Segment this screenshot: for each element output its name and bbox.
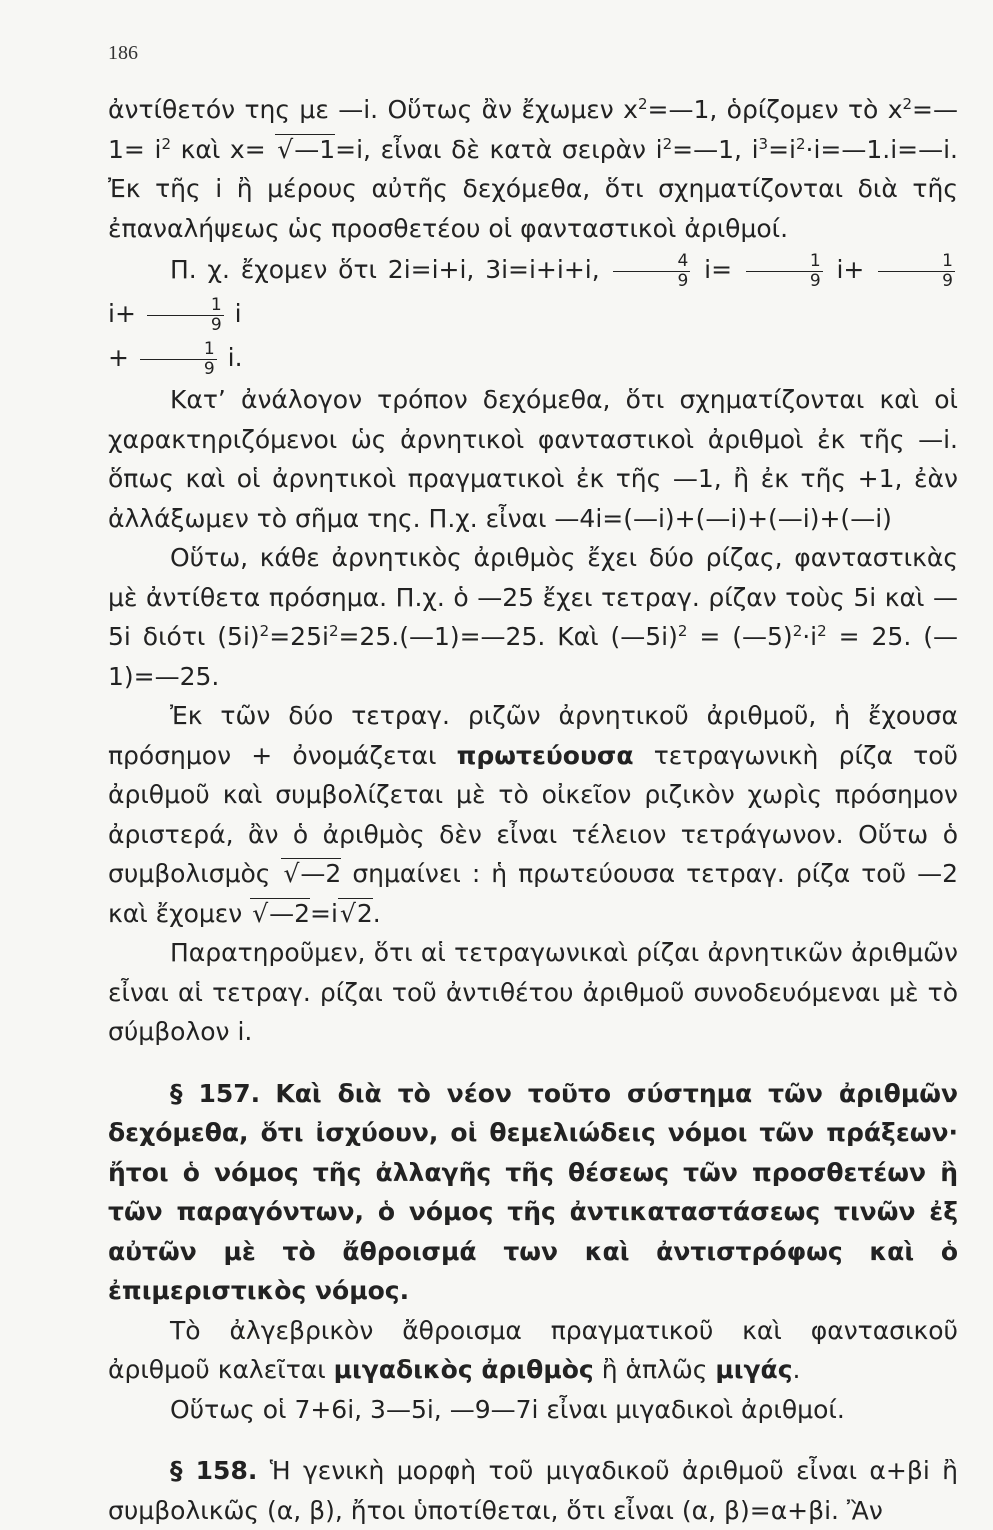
sqrt-symbol	[250, 898, 310, 928]
superscript: 2	[637, 95, 648, 113]
superscript: 2	[259, 622, 270, 640]
text-run: i+	[825, 255, 865, 284]
denominator: 9	[942, 270, 953, 291]
paragraph-example-fractions	[108, 248, 958, 380]
text-run: .	[792, 1355, 801, 1384]
section-text: Ἡ γενικὴ μορφὴ τοῦ μιγαδικοῦ ἀριθμοῦ εἶναι α+βi ἢ συμβολικῶς (α, β), ἤτοι ὑποτίθεται, ὅτι εἶναι (α, β)=α+βi. Ἂν	[108, 1456, 958, 1525]
sqrt-symbol	[281, 858, 341, 888]
text-run: ἢ ἁπλῶς	[593, 1355, 716, 1384]
text-run: =i, εἶναι δὲ κατὰ σειρὰν i	[335, 134, 663, 164]
text-run: i	[226, 299, 242, 328]
text-run: =—1, i	[672, 134, 759, 164]
radicand: √ —2	[281, 858, 341, 888]
superscript: 2	[817, 622, 827, 640]
denominator: 9	[809, 270, 821, 291]
text-run: καὶ x=	[170, 134, 276, 164]
text-run: ἀντίθετόν της με —i. Οὕτως ἂν ἔχωμεν x	[108, 95, 638, 124]
text-run: Τὸ ἀλγεβρικὸν ἄθροισμα πραγματικοῦ καὶ φαντασικοῦ ἀριθμοῦ καλεῖται	[108, 1315, 958, 1384]
section-number: § 157.	[170, 1078, 261, 1108]
numerator: 4	[613, 252, 690, 272]
section-158	[108, 1451, 958, 1530]
superscript: 2	[792, 622, 803, 640]
denominator: 9	[203, 358, 215, 379]
radicand: √ 2	[338, 898, 373, 928]
text-run: =—1= i	[108, 95, 958, 164]
paragraph-imaginary-unit	[108, 90, 958, 248]
fraction	[147, 296, 224, 335]
text-run: +	[108, 343, 129, 372]
superscript: 3	[758, 134, 769, 153]
text-run: =i	[768, 134, 796, 164]
text-run: =i	[310, 898, 338, 928]
paragraph-principal-root	[108, 696, 958, 933]
text-run: ·i	[802, 622, 818, 651]
text-run: =—1, ὁρίζομεν τὸ x	[647, 95, 903, 124]
text-run: Ἐκ τῶν δύο τετραγ. ριζῶν ἀρνητικοῦ ἀριθμοῦ, ἡ ἔχουσα πρόσημον + ὀνομάζεται	[108, 701, 958, 770]
text-run: i=	[693, 255, 733, 284]
text-run: = (—5)	[687, 622, 793, 651]
superscript: 2	[161, 134, 171, 153]
page-body	[108, 90, 958, 1530]
denominator: 9	[677, 270, 689, 291]
text-run: ·i=—1.i=—i. Ἐκ τῆς i ἢ μέρους αὐτῆς δεχόμεθα, ὅτι σχηματίζονται διὰ τῆς ἐπαναλήψεως ὡς προσθετέου οἱ φανταστικοὶ ἀριθμοί.	[108, 134, 958, 243]
paragraph-complex-definition	[108, 1311, 958, 1390]
radicand: √ —2	[250, 898, 310, 928]
fraction	[878, 252, 955, 291]
superscript: 2	[902, 95, 913, 113]
section-text: Καὶ διὰ τὸ νέον τοῦτο σύστημα τῶν ἀριθμῶν δεχόμεθα, ὅτι ἰσχύουν, οἱ θεμελιώδεις νόμοι τῶν πράξεων· ἤτοι ὁ νόμος τῆς ἀλλαγῆς τῆς θέσεως τῶν προσθετέων ἢ τῶν παραγόντων, ὁ νόμος τῆς ἀντικαταστάσεως τινῶν ἐξ αὐτῶν μὲ τὸ ἄθροισμά των καὶ ἀντιστρόφως καὶ ὁ ἐπιμεριστικὸς νόμος.	[108, 1078, 958, 1305]
term-principal: πρωτεύουσα	[456, 740, 634, 770]
denominator: 9	[210, 314, 222, 335]
text-run: Π. χ. ἔχομεν ὅτι 2i=i+i, 3i=i+i+i,	[170, 255, 600, 284]
text-run: .	[372, 898, 381, 928]
section-number: § 158.	[170, 1456, 258, 1485]
page-number: 186	[108, 42, 138, 64]
paragraph-complex-examples: Οὕτως οἱ 7+6i, 3—5i, —9—7i εἶναι μιγαδικοὶ ἀριθμοί.	[170, 1394, 845, 1424]
superscript: 2	[328, 622, 339, 640]
text-run: i.	[219, 343, 243, 372]
fraction	[140, 340, 217, 379]
text-run: τετραγωνικὴ ρίζα τοῦ ἀριθμοῦ καὶ συμβολίζεται μὲ τὸ οἰκεῖον ριζικὸν χωρὶς πρόσημον ἀριστερά, ἂν ὁ ἀριθμὸς δὲν εἶναι τέλειον τετράγωνον. Οὕτω ὁ συμβολισμὸς	[108, 740, 958, 888]
text-run: =25.(—1)=—25. Καὶ (—5i)	[338, 622, 678, 651]
paragraph-negative-imaginary: Κατ’ ἀνάλογον τρόπον δεχόμεθα, ὅτι σχηματίζονται καὶ οἱ χαρακτηριζόμενοι ὡς ἀρνητικοὶ φανταστικοὶ ἀριθμοὶ ἐκ τῆς —i. ὅπως καὶ οἱ ἀρνητικοὶ πραγματικοὶ ἐκ τῆς —1, ἢ ἐκ τῆς +1, ἐὰν ἀλλάξωμεν τὸ σῆμα της. Π.χ. εἶναι —4i=(—i)+(—i)+(—i)+(—i)	[108, 385, 958, 533]
text-run: =25i	[269, 622, 329, 651]
numerator: 1	[140, 340, 217, 360]
radicand: √ —1	[275, 134, 335, 164]
text-run: i+	[108, 299, 136, 328]
text-run: σημαίνει : ἡ πρωτεύουσα τετραγ. ρίζα τοῦ —2 καὶ ἔχομεν	[108, 859, 958, 928]
paragraph-observation: Παρατηροῦμεν, ὅτι αἱ τετραγωνικαὶ ρίζαι ἀρνητικῶν ἀριθμῶν εἶναι αἱ τετραγ. ρίζαι τοῦ ἀντιθέτου ἀριθμοῦ συνοδευόμεναι μὲ τὸ σύμβολον i.	[108, 938, 958, 1046]
superscript: 2	[677, 622, 688, 640]
fraction	[746, 252, 823, 291]
numerator: 1	[746, 252, 823, 272]
superscript: 2	[795, 134, 806, 153]
superscript: 2	[662, 134, 673, 153]
numerator: 1	[878, 252, 955, 272]
sqrt-symbol	[275, 134, 335, 164]
sqrt-symbol	[338, 898, 373, 928]
term-complex-number: μιγαδικὸς ἀριθμὸς	[333, 1355, 594, 1384]
paragraph-two-roots	[108, 538, 958, 696]
text-run: = 25. (—1)=—25.	[108, 622, 958, 691]
numerator: 1	[147, 296, 224, 316]
term-migas: μιγάς	[715, 1355, 793, 1384]
text-run: Οὕτω, κάθε ἀρνητικὸς ἀριθμὸς ἔχει δύο ρίζας, φανταστικὰς μὲ ἀντίθετα πρόσημα. Π.χ. ὁ —25 ἔχει τετραγ. ρίζαν τοὺς 5i καὶ —5i διότι (5i)	[108, 543, 958, 651]
fraction	[613, 252, 690, 291]
section-157	[108, 1074, 958, 1311]
